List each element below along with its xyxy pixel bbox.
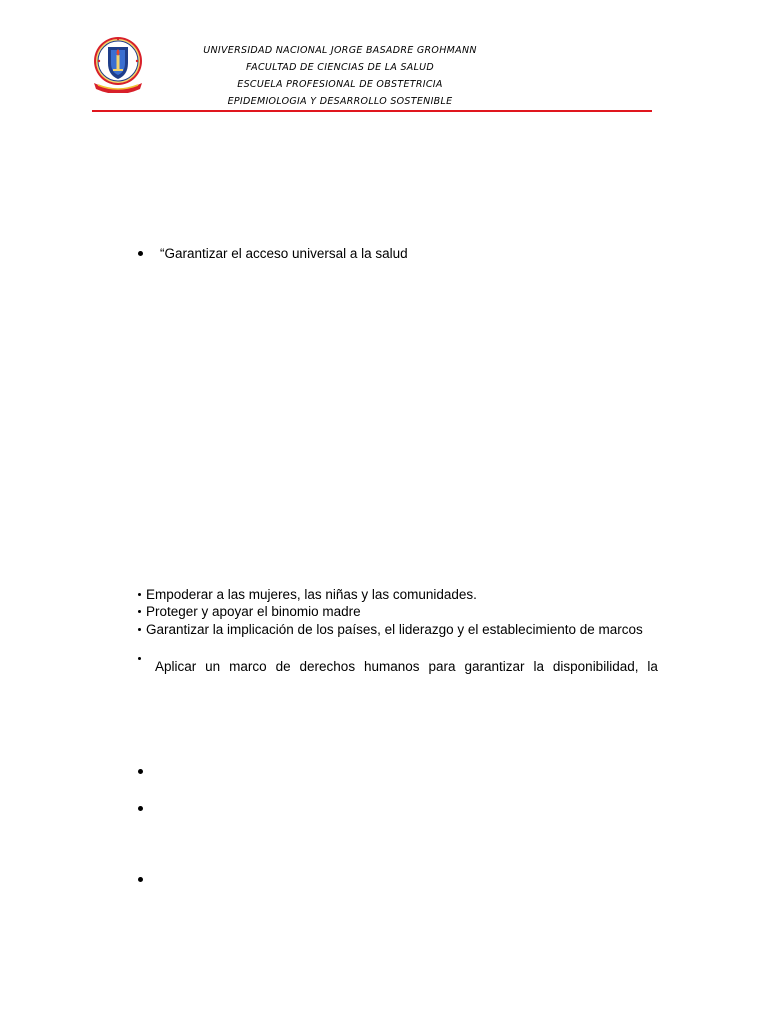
list-dot — [138, 657, 141, 660]
list-item-protect — [138, 603, 361, 620]
empty-bullet-3 — [138, 877, 143, 882]
list-item-empower — [138, 586, 477, 603]
header-course: EPIDEMIOLOGIA Y DESARROLLO SOSTENIBLE — [227, 95, 453, 108]
justified-paragraph — [138, 658, 658, 675]
justified-word: marco — [229, 659, 267, 674]
list-item-text: Garantizar la implicación de los países, el liderazgo y el establecimiento de marcos — [146, 622, 643, 637]
justified-word: derechos — [299, 659, 356, 674]
justified-line — [138, 658, 658, 675]
document-header — [180, 42, 500, 110]
justified-word: disponibilidad, — [552, 659, 639, 674]
justified-word: la — [647, 659, 658, 674]
empty-bullet-2 — [138, 806, 143, 811]
header-faculty: FACULTAD DE CIENCIAS DE LA SALUD — [245, 61, 435, 74]
list-item-text: Empoderar a las mujeres, las niñas y las comunidades. — [146, 587, 477, 602]
justified-word: un — [205, 659, 221, 674]
justified-word: la — [533, 659, 544, 674]
bullet-text-universal-health: “Garantizar el acceso universal a la salud — [160, 246, 408, 261]
empty-bullet-1 — [138, 769, 143, 774]
list-dot — [138, 593, 141, 596]
justified-word: humanos — [364, 659, 420, 674]
justified-word: Aplicar — [154, 659, 197, 674]
list-item-text: Proteger y apoyar el binomio madre — [146, 604, 361, 619]
list-dot — [138, 628, 141, 631]
university-logo — [90, 33, 146, 93]
bullet-marker — [138, 251, 143, 256]
justified-word: garantizar — [464, 659, 525, 674]
header-university: UNIVERSIDAD NACIONAL JORGE BASADRE GROHMANN — [203, 44, 477, 57]
header-divider — [92, 110, 652, 112]
justified-word: para — [428, 659, 456, 674]
list-dot — [138, 610, 141, 613]
header-school: ESCUELA PROFESIONAL DE OBSTETRICIA — [237, 78, 443, 91]
justified-word: de — [275, 659, 291, 674]
list-item-countries — [138, 621, 643, 638]
